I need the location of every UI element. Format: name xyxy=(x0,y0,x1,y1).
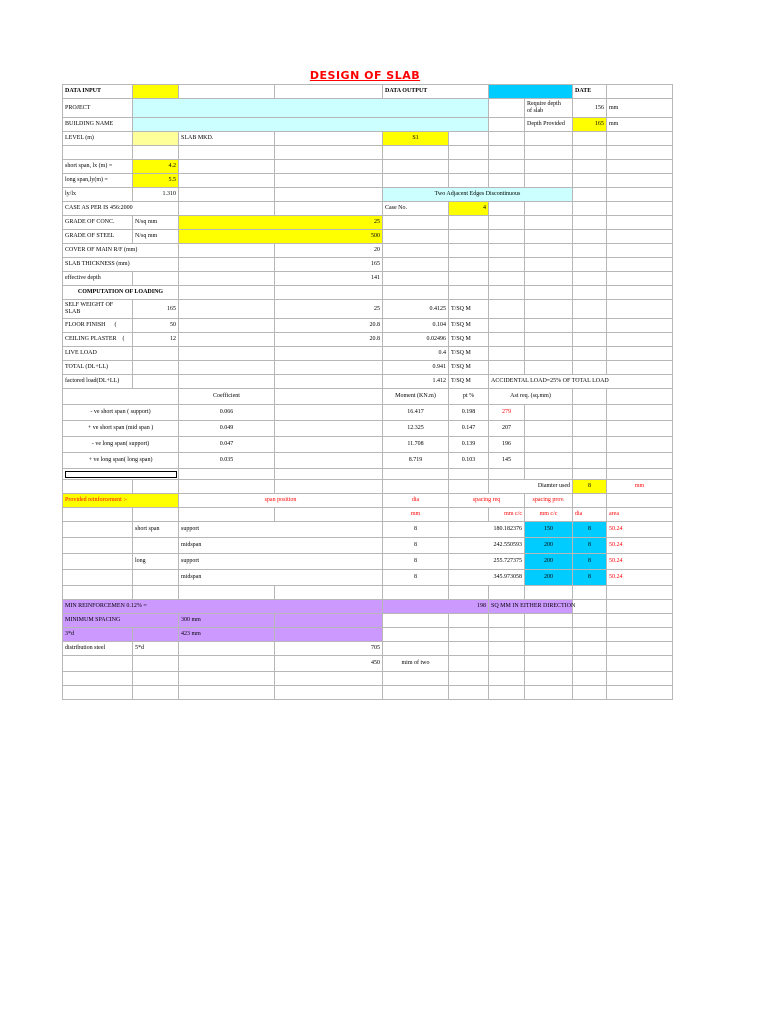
spacing-provided-cell[interactable]: 200 xyxy=(525,554,573,570)
case-no-value[interactable]: 4 xyxy=(449,202,489,216)
moment-row-label: + ve short span (mid span ) xyxy=(63,421,179,437)
cover-label: COVER OF MAIN R/F (mm) xyxy=(63,244,179,258)
min-reinforcement-text: SQ MM IN EITHER DIRECTION xyxy=(489,600,573,614)
thickness-value: 165 xyxy=(275,258,383,272)
data-input-label: DATA INPUT xyxy=(63,85,133,99)
date-label: DATE xyxy=(573,85,607,99)
span-position-header: span position xyxy=(179,494,383,508)
min-reinforcement-value: 198 xyxy=(383,600,489,614)
building-name-label: BUILDING NAME xyxy=(63,118,133,132)
total-load-value: 0.941 xyxy=(383,361,449,375)
ratio-label: ly/lx xyxy=(63,188,133,202)
grade-steel-value[interactable]: 500 xyxy=(179,230,383,244)
ceiling-plaster-value: 0.02496 xyxy=(383,333,449,347)
page-title: DESIGN OF SLAB xyxy=(309,69,421,82)
self-weight-value: 0.4125 xyxy=(383,300,449,319)
coefficient-header: Coefficient xyxy=(179,389,275,405)
slab-mkd-label: SLAB MKD. xyxy=(179,132,275,146)
ratio-value: 1.310 xyxy=(133,188,179,202)
min-reinforcement-label: MIN REINFORCEMEN 0.12% = xyxy=(63,600,383,614)
project-cell[interactable] xyxy=(133,99,489,118)
level-cell[interactable] xyxy=(133,132,179,146)
depth-provided-label: Depth Provided xyxy=(525,118,573,132)
min-spacing-value-cell: 300 mm xyxy=(179,614,275,628)
final-spacing-value: 450 xyxy=(275,656,383,672)
three-d-value-cell: 423 mm xyxy=(179,628,275,642)
three-d-label: 3*d xyxy=(63,628,133,642)
span-label xyxy=(133,538,179,554)
long-span-label: long span,ly(m) = xyxy=(63,174,133,188)
five-d-value: 705 xyxy=(275,642,383,656)
require-depth-value: 156 xyxy=(573,99,607,118)
slab-mkd-value[interactable]: S1 xyxy=(383,132,449,146)
moment-row-label: - ve short span ( support) xyxy=(63,405,179,421)
min-of-two-label: mim of two xyxy=(383,656,449,672)
moment-row-label: + ve long span( long span) xyxy=(63,453,179,469)
provided-reinforcement-label: Provided reinforcement :- xyxy=(63,494,179,508)
building-name-cell[interactable] xyxy=(133,118,489,132)
data-output-cell[interactable] xyxy=(489,85,573,99)
edge-condition: Two Adjacent Edges Discontinuous xyxy=(383,188,573,202)
span-label: short span xyxy=(133,522,179,538)
grade-conc-label: GRADE OF CONC. xyxy=(63,216,133,230)
data-output-label: DATA OUTPUT xyxy=(383,85,489,99)
data-input-cell[interactable] xyxy=(133,85,179,99)
project-label: PROJECT xyxy=(63,99,133,118)
floor-finish-value: 0.104 xyxy=(383,319,449,333)
loading-heading: COMPUTATION OF LOADING xyxy=(63,286,179,300)
moment-row-label: - ve long span( support) xyxy=(63,437,179,453)
spacing-provided-cell[interactable]: 150 xyxy=(525,522,573,538)
thickness-label: SLAB THICKNESS (mm) xyxy=(63,258,179,272)
live-load-value: 0.4 xyxy=(383,347,449,361)
distribution-steel-label: distribution steel xyxy=(63,642,133,656)
ast-required-value: 145 xyxy=(489,453,525,469)
diameter-used-label: Diamter used xyxy=(489,480,573,494)
short-span-value[interactable]: 4.2 xyxy=(133,160,179,174)
effective-depth-value: 141 xyxy=(275,272,383,286)
floor-finish-label: FLOOR FINISH ( xyxy=(63,319,133,333)
spacing-provided-cell[interactable]: 200 xyxy=(525,538,573,554)
factored-load-label: factored load(DL+LL) xyxy=(63,375,133,389)
spacing-provided-cell[interactable]: 200 xyxy=(525,570,573,586)
min-spacing-label: MINIMUM SPACING xyxy=(63,614,179,628)
require-depth-label: Require depth of slab xyxy=(525,99,573,118)
diameter-used-value[interactable]: 8 xyxy=(573,480,607,494)
span-label: long xyxy=(133,554,179,570)
factored-load-value: 1.412 xyxy=(383,375,449,389)
long-span-value[interactable]: 5.5 xyxy=(133,174,179,188)
ast-required-value: 207 xyxy=(489,421,525,437)
accidental-load-note: ACCIDENTAL LOAD=25% OF TOTAL LOAD xyxy=(489,375,673,389)
ceiling-plaster-label: CEILING PLASTER ( xyxy=(63,333,133,347)
ast-header: Ast req. (sq.mm) xyxy=(489,389,573,405)
grade-conc-value[interactable]: 25 xyxy=(179,216,383,230)
date-cell[interactable] xyxy=(607,85,673,99)
total-load-label: TOTAL (DL+LL) xyxy=(63,361,133,375)
level-label: LEVEL (m) xyxy=(63,132,133,146)
self-weight-label: SELF WEIGHT OF SLAB xyxy=(63,300,133,319)
short-span-label: short span, lx (m) = xyxy=(63,160,133,174)
selected-cell-box[interactable] xyxy=(63,469,179,480)
effective-depth-label: effective depth xyxy=(63,272,133,286)
slab-design-sheet: DATA INPUT DATA OUTPUT DATE PROJECT Require depth of slab 156 mm BUILDING NAME Depth Provided 165 mm LEVEL (m) SLAB MKD. S1 short span, lx (m) = 4.2 long span,ly(m) = 5.5 ly/lx 1.310 Two Adjacent Edges Discontinuous CASE AS PER IS 456:2000 Case No. 4 GRADE OF CONC. N/sq mm 25 GRADE OF STEEL N/sq mm 500 COVER OF MAIN R/F (mm) 20 SLAB THICKNESS (mm) 165 effective depth 141 COMPUTATION OF LOADING SELF WEIGHT OF SLAB 165 25 0.4125 T/SQ M FLOOR FINISH ( 50 20.8 0.104 T/SQ M CEILING PLASTER ( 12 20.8 0.02496 T/SQ M LIVE LOAD 0.4 T/SQ M TOTAL (DL+LL) 0.941 T/SQ M factored load(DL+LL) 1.412 T/SQ M ACCIDENTAL LOAD=25% OF TOTAL LOAD Coefficient Moment (KN.m) pt % Ast req. (sq.mm) - ve short span ( support) 0.066 16.417 0.198 279 + ve short span (mid span ) 0.049 12.325 0.147 207 - ve long span( support) 0.047 11.708 0.139 196 + ve long span( long span) 0.035 8.719 0.103 145 Diamter used 8 mm Provided reinforcement :- span position dia spacing req spacing prov. mm mm c/c mm c/c dia area short span support 8 180.182376 150 8 50.24 midspan 8 242.550593 200 8 50.24 long support 8 255.727375 200 8 50.24 midspan 8 345.973058 200 8 50.24 MIN REINFORCEMEN 0.12% = 198 SQ MM IN EITHER DIRECTION MINIMUM SPACING 300 mm 3*d 423 mm distribution steel 5*d 705 450 mim of two xyxy=(62,84,673,700)
case-label: CASE AS PER IS 456:2000 xyxy=(63,202,179,216)
grade-steel-label: GRADE OF STEEL xyxy=(63,230,133,244)
ast-required-value: 279 xyxy=(489,405,525,421)
ast-required-value: 196 xyxy=(489,437,525,453)
cover-value: 20 xyxy=(275,244,383,258)
live-load-label: LIVE LOAD xyxy=(63,347,133,361)
span-label xyxy=(133,570,179,586)
pt-header: pt % xyxy=(449,389,489,405)
moment-header: Moment (KN.m) xyxy=(383,389,449,405)
case-no-label: Case No. xyxy=(383,202,449,216)
depth-provided-value[interactable]: 165 xyxy=(573,118,607,132)
